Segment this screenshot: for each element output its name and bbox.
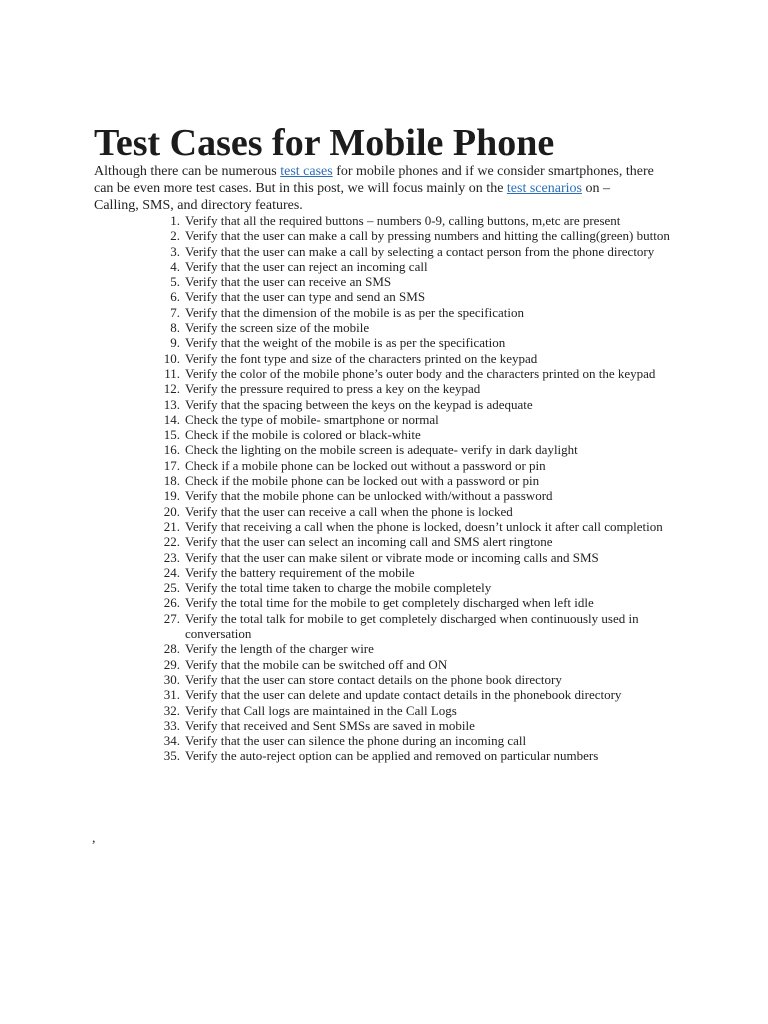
list-item — [150, 748, 680, 763]
list-item-number: 33. — [163, 717, 180, 733]
list-item-text: Verify the total time for the mobile to get completely discharged when left idle — [185, 595, 594, 611]
list-item-text: Verify the auto-reject option can be applied and removed on particular numbers — [185, 748, 599, 764]
list-item-number: 12. — [163, 381, 180, 397]
list-item-number: 27. — [163, 610, 180, 626]
list-item-number: 6. — [170, 289, 180, 305]
list-item-text: Verify the pressure required to press a key on the keypad — [185, 381, 481, 397]
list-item — [150, 305, 680, 320]
list-item — [150, 228, 680, 243]
intro-text-2: for mobile phones and if we consider smartphones, there can be even more test cases. But in this post, we will focus mainly on the — [94, 164, 654, 196]
list-item — [150, 718, 680, 733]
list-item-number: 7. — [170, 304, 180, 320]
list-item-number: 14. — [163, 411, 180, 427]
list-item — [150, 335, 680, 350]
list-item-number: 24. — [163, 564, 180, 580]
list-item — [150, 442, 680, 457]
list-item-number: 31. — [163, 687, 180, 703]
list-item — [150, 611, 680, 642]
list-item-number: 8. — [170, 320, 180, 336]
list-item-number: 11. — [164, 365, 180, 381]
list-item-number: 25. — [163, 580, 180, 596]
list-item-text: Verify that all the required buttons – numbers 0-9, calling buttons, m,etc are present — [185, 213, 621, 228]
list-item — [150, 504, 680, 519]
list-item — [150, 703, 680, 718]
list-item-text: Verify the total time taken to charge the mobile completely — [185, 580, 492, 596]
page-title: Test Cases for Mobile Phone — [94, 122, 555, 164]
intro-paragraph — [94, 163, 654, 214]
list-item-text: Verify that Call logs are maintained in the Call Logs — [185, 702, 457, 718]
list-item-number: 34. — [163, 733, 180, 749]
list-item-number: 28. — [163, 641, 180, 657]
list-item-number: 17. — [163, 457, 180, 473]
list-item — [150, 565, 680, 580]
list-item — [150, 427, 680, 442]
list-item-text: Verify that the user can make a call by pressing numbers and hitting the calling(green) button — [185, 228, 670, 244]
list-item-text: Verify that the mobile can be switched off and ON — [185, 656, 448, 672]
list-item — [150, 687, 680, 702]
list-item — [150, 244, 680, 259]
list-item-number: 16. — [163, 442, 180, 458]
list-item-number: 4. — [170, 258, 180, 274]
list-item — [150, 733, 680, 748]
list-item — [150, 672, 680, 687]
intro-text-1: Although there can be numerous — [94, 164, 281, 179]
list-item — [150, 366, 680, 381]
list-item — [150, 595, 680, 610]
list-item-text: Check the type of mobile- smartphone or normal — [185, 411, 439, 427]
list-item-number: 15. — [163, 427, 180, 443]
list-item — [150, 580, 680, 595]
list-item-number: 13. — [163, 396, 180, 412]
list-item-text: Verify that the weight of the mobile is as per the specification — [185, 335, 506, 351]
list-item — [150, 351, 680, 366]
test-scenarios-link[interactable]: test scenarios — [506, 181, 582, 196]
test-cases-link[interactable]: test cases — [280, 164, 333, 179]
list-item-text: Verify that the user can store contact details on the phone book directory — [185, 671, 562, 687]
list-item-text: Verify that the user can make silent or vibrate mode or incoming calls and SMS — [185, 549, 599, 565]
list-item — [150, 473, 680, 488]
list-item-text: Check if a mobile phone can be locked out without a password or pin — [185, 457, 546, 473]
list-item — [150, 641, 680, 656]
list-item-text: Verify that the spacing between the keys on the keypad is adequate — [185, 396, 533, 412]
list-item — [150, 519, 680, 534]
list-item-number: 18. — [163, 473, 180, 489]
list-item-text: Verify that the dimension of the mobile is as per the specification — [185, 304, 524, 320]
list-item-text: Verify that the mobile phone can be unlocked with/without a password — [185, 488, 553, 504]
list-item-text: Check the lighting on the mobile screen is adequate- verify in dark daylight — [185, 442, 578, 458]
list-item-number: 21. — [163, 518, 180, 534]
list-item-text: Verify that the user can type and send an SMS — [185, 289, 426, 305]
list-item — [150, 289, 680, 304]
list-item-text: Verify that the user can receive an SMS — [185, 274, 392, 290]
list-item-number: 20. — [163, 503, 180, 519]
test-case-list — [150, 213, 680, 764]
list-item-text: Verify the battery requirement of the mobile — [185, 564, 415, 580]
list-item-number: 32. — [163, 702, 180, 718]
trailing-mark: , — [92, 831, 96, 846]
list-item — [150, 550, 680, 565]
list-item-number: 3. — [170, 243, 180, 259]
list-item-number: 35. — [163, 748, 180, 764]
list-item — [150, 397, 680, 412]
list-item-text: Check if the mobile phone can be locked out with a password or pin — [185, 473, 540, 489]
list-item-text: Verify the total talk for mobile to get completely discharged when continuously used in conversation — [185, 610, 639, 642]
list-item-text: Verify that the user can select an incoming call and SMS alert ringtone — [185, 534, 553, 550]
list-item — [150, 488, 680, 503]
list-item-number: 23. — [163, 549, 180, 565]
list-item-text: Verify that the user can receive a call when the phone is locked — [185, 503, 513, 519]
list-item-text: Verify that the user can make a call by selecting a contact person from the phone directory — [185, 243, 655, 259]
list-item — [150, 534, 680, 549]
list-item-text: Verify that the user can delete and update contact details in the phonebook directory — [185, 687, 622, 703]
list-item — [150, 412, 680, 427]
list-item-number: 2. — [170, 228, 180, 244]
intro-text-3: on – Calling, SMS, and directory features. — [94, 181, 610, 213]
list-item-text: Verify that receiving a call when the phone is locked, doesn’t unlock it after call completion — [185, 518, 663, 534]
list-item-text: Verify the screen size of the mobile — [185, 320, 370, 336]
list-item — [150, 259, 680, 274]
list-item-number: 29. — [163, 656, 180, 672]
list-item-number: 9. — [170, 335, 180, 351]
list-item-number: 19. — [163, 488, 180, 504]
list-item — [150, 657, 680, 672]
list-item — [150, 213, 680, 228]
list-item-text: Verify that the user can silence the phone during an incoming call — [185, 733, 527, 749]
list-item-text: Verify the font type and size of the characters printed on the keypad — [185, 350, 538, 366]
list-item — [150, 274, 680, 289]
list-item-number: 22. — [163, 534, 180, 550]
list-item-text: Verify the length of the charger wire — [185, 641, 374, 657]
list-item-text: Verify that received and Sent SMSs are saved in mobile — [185, 717, 475, 733]
list-item-number: 5. — [170, 274, 180, 290]
list-item-number: 30. — [163, 671, 180, 687]
list-item-number: 1. — [170, 213, 180, 228]
list-item — [150, 320, 680, 335]
list-item-number: 26. — [163, 595, 180, 611]
list-item — [150, 458, 680, 473]
list-item-text: Verify the color of the mobile phone’s outer body and the characters printed on the keypad — [185, 365, 656, 381]
list-item-text: Check if the mobile is colored or black-white — [185, 427, 421, 443]
list-item — [150, 381, 680, 396]
list-item-text: Verify that the user can reject an incoming call — [185, 258, 428, 274]
list-item-number: 10. — [163, 350, 180, 366]
